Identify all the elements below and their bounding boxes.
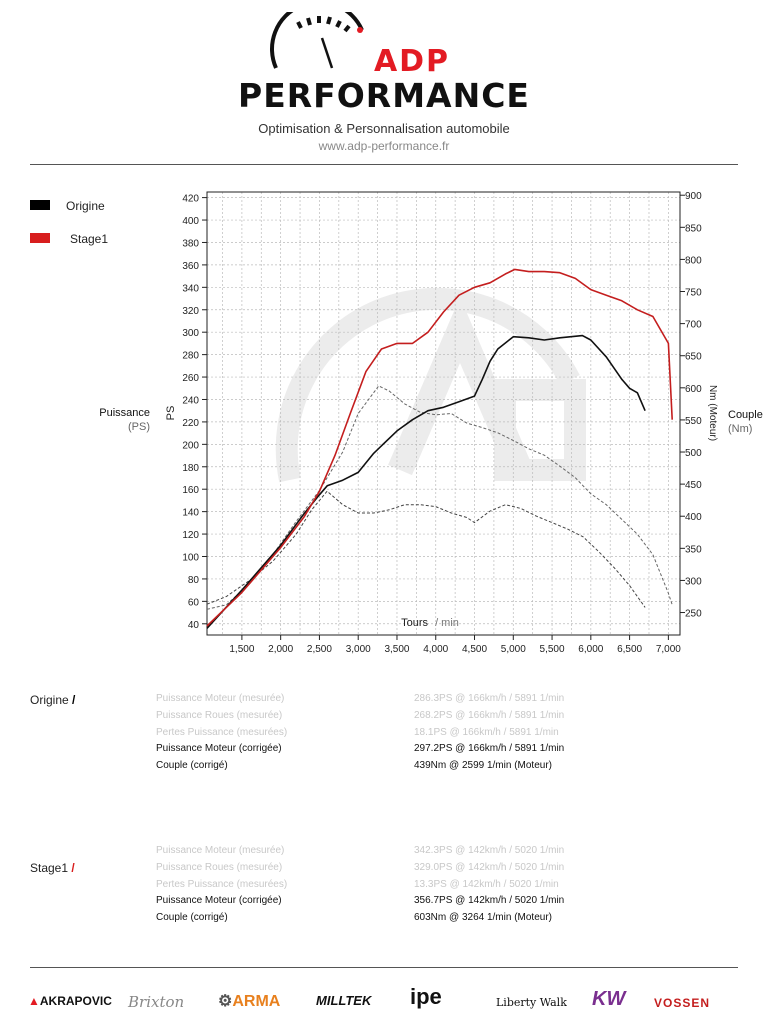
x-axis-label bbox=[401, 617, 459, 629]
tachometer-logo-icon bbox=[268, 12, 368, 72]
sponsor-akrapovic bbox=[28, 994, 112, 1008]
result-label: Puissance Moteur (mesurée) bbox=[156, 693, 285, 704]
y-left-tick-label: 420 bbox=[182, 193, 199, 205]
y-left-tick-label: 360 bbox=[182, 260, 199, 272]
y-right-tick-label: 550 bbox=[685, 415, 702, 427]
result-label: Puissance Moteur (corrigée) bbox=[156, 743, 282, 755]
y-left-tick-label: 80 bbox=[187, 574, 199, 586]
result-value: 342.3PS @ 142km/h / 5020 1/min bbox=[414, 845, 565, 856]
result-label: Couple (corrigé) bbox=[156, 760, 228, 772]
series-line-torque-origine bbox=[207, 491, 645, 607]
arma-gear-icon: ⚙ bbox=[218, 993, 233, 1010]
x-tick-label: 5,000 bbox=[500, 644, 526, 655]
result-label: Puissance Roues (mesurée) bbox=[156, 861, 283, 873]
x-tick-label: 1,500 bbox=[229, 644, 255, 655]
watermark-logo-icon bbox=[287, 299, 575, 480]
sponsor-arma-text: ARMA bbox=[232, 993, 281, 1010]
brand-name-text: PERFORMANCE bbox=[238, 76, 530, 115]
x-tick-label: 6,500 bbox=[617, 644, 643, 655]
sponsor-ipe: ipe bbox=[410, 984, 442, 1009]
y-left-tick-label: 40 bbox=[187, 619, 199, 631]
company-website: www.adp-performance.fr bbox=[318, 139, 450, 153]
sponsor-kw: KW bbox=[592, 988, 626, 1010]
result-label: Puissance Moteur (corrigée) bbox=[156, 895, 282, 907]
result-label: Puissance Moteur (mesurée) bbox=[156, 845, 285, 856]
y-right-tick-label: 250 bbox=[685, 608, 702, 620]
results-title-stage1 bbox=[30, 861, 75, 875]
right-axis-unit: (Nm) bbox=[728, 423, 753, 435]
slash-mark-icon: / bbox=[72, 693, 76, 707]
result-label: Puissance Roues (mesurée) bbox=[156, 709, 283, 721]
y-left-tick-label: 260 bbox=[182, 373, 199, 385]
y-left-tick-label: 340 bbox=[182, 283, 199, 295]
sponsor-arma bbox=[218, 991, 280, 1011]
y-right-tick-label: 900 bbox=[685, 191, 702, 203]
y-left-tick-label: 280 bbox=[182, 350, 199, 362]
x-axis-label-text: Tours bbox=[401, 617, 428, 629]
y-right-tick-label: 300 bbox=[685, 576, 702, 588]
y-right-tick-label: 700 bbox=[685, 319, 702, 331]
y-left-tick-label: 120 bbox=[182, 530, 199, 542]
y-left-tick-label: 220 bbox=[182, 417, 199, 429]
result-label: Pertes Puissance (mesurées) bbox=[156, 726, 288, 738]
y-right-tick-label: 800 bbox=[685, 255, 702, 267]
results-title-origine bbox=[30, 693, 75, 707]
akrapovic-logo-icon: ▲ bbox=[28, 994, 40, 1008]
company-subtitle: Optimisation & Personnalisation automobile bbox=[258, 121, 510, 136]
y-right-tick-label: 500 bbox=[685, 448, 702, 460]
sponsor-vossen: VOSSEN bbox=[654, 996, 711, 1010]
result-value: 603Nm @ 3264 1/min (Moteur) bbox=[414, 912, 552, 924]
y-left-tick-label: 140 bbox=[182, 507, 199, 519]
x-tick-label: 6,000 bbox=[578, 644, 604, 655]
y-left-tick-label: 200 bbox=[182, 440, 199, 452]
sponsor-akrapovic-text: AKRAPOVIC bbox=[39, 994, 112, 1008]
result-value: 329.0PS @ 142km/h / 5020 1/min bbox=[414, 861, 565, 873]
divider-top bbox=[30, 164, 738, 165]
sponsor-libertywalk: Liberty Walk bbox=[496, 996, 567, 1009]
x-tick-label: 4,500 bbox=[462, 644, 488, 655]
y-left-tick-label: 100 bbox=[182, 552, 199, 564]
legend-label-origine: Origine bbox=[66, 199, 105, 213]
result-value: 268.2PS @ 166km/h / 5891 1/min bbox=[414, 709, 565, 721]
result-value: 297.2PS @ 166km/h / 5891 1/min bbox=[414, 743, 565, 755]
y-right-tick-label: 450 bbox=[685, 480, 702, 492]
x-tick-label: 2,500 bbox=[306, 644, 332, 655]
left-axis-title-text: Puissance bbox=[99, 407, 150, 419]
right-axis-title-text: Couple bbox=[728, 409, 763, 421]
series-line-torque-stage1 bbox=[207, 386, 672, 609]
x-tick-label: 4,000 bbox=[423, 644, 449, 655]
y-left-tick-label: 320 bbox=[182, 305, 199, 317]
y-right-tick-label: 750 bbox=[685, 287, 702, 299]
y-right-tick-label: 350 bbox=[685, 544, 702, 556]
result-value: 18.1PS @ 166km/h / 5891 1/min bbox=[414, 726, 559, 738]
header bbox=[0, 0, 768, 170]
plot-frame bbox=[207, 192, 680, 635]
x-tick-label: 7,000 bbox=[655, 644, 681, 655]
result-label: Couple (corrigé) bbox=[156, 912, 228, 924]
sponsor-brixton: Brixton bbox=[128, 993, 185, 1011]
result-label: Pertes Puissance (mesurées) bbox=[156, 878, 288, 890]
y-left-tick-label: 160 bbox=[182, 485, 199, 497]
brand-red-text: ADP bbox=[373, 44, 451, 79]
x-tick-label: 5,500 bbox=[539, 644, 565, 655]
x-tick-label: 3,500 bbox=[384, 644, 410, 655]
x-tick-label: 3,000 bbox=[345, 644, 371, 655]
y-right-tick-label: 850 bbox=[685, 223, 702, 235]
legend-label-stage1: Stage1 bbox=[70, 232, 109, 246]
result-value: 13.3PS @ 142km/h / 5020 1/min bbox=[414, 878, 559, 890]
y-left-tick-label: 240 bbox=[182, 395, 199, 407]
y-right-tick-label: 650 bbox=[685, 351, 702, 363]
result-value: 439Nm @ 2599 1/min (Moteur) bbox=[414, 760, 552, 772]
left-axis-unit: (PS) bbox=[128, 421, 150, 433]
dyno-chart bbox=[0, 180, 768, 660]
y-right-tick-label: 400 bbox=[685, 512, 702, 524]
result-value: 356.7PS @ 142km/h / 5020 1/min bbox=[414, 895, 565, 907]
results-title-stage1-text: Stage1 bbox=[30, 861, 69, 875]
y-left-tick-label: 400 bbox=[182, 216, 199, 228]
divider-bottom bbox=[30, 967, 738, 968]
y-right-tick-label: 600 bbox=[685, 383, 702, 395]
right-axis-rotated-label: Nm (Moteur) bbox=[707, 384, 718, 442]
left-axis-rotated-label: PS bbox=[165, 405, 177, 421]
results-title-origine-text: Origine bbox=[30, 693, 69, 707]
slash-mark-icon: / bbox=[71, 861, 75, 875]
result-value: 286.3PS @ 166km/h / 5891 1/min bbox=[414, 693, 565, 704]
sponsor-milltek: MILLTEK bbox=[316, 993, 372, 1008]
y-left-tick-label: 180 bbox=[182, 462, 199, 474]
y-left-tick-label: 60 bbox=[187, 597, 199, 609]
x-axis-label-unit: / min bbox=[435, 617, 459, 629]
x-tick-label: 2,000 bbox=[268, 644, 294, 655]
y-left-tick-label: 380 bbox=[182, 238, 199, 250]
y-left-tick-label: 300 bbox=[182, 328, 199, 340]
